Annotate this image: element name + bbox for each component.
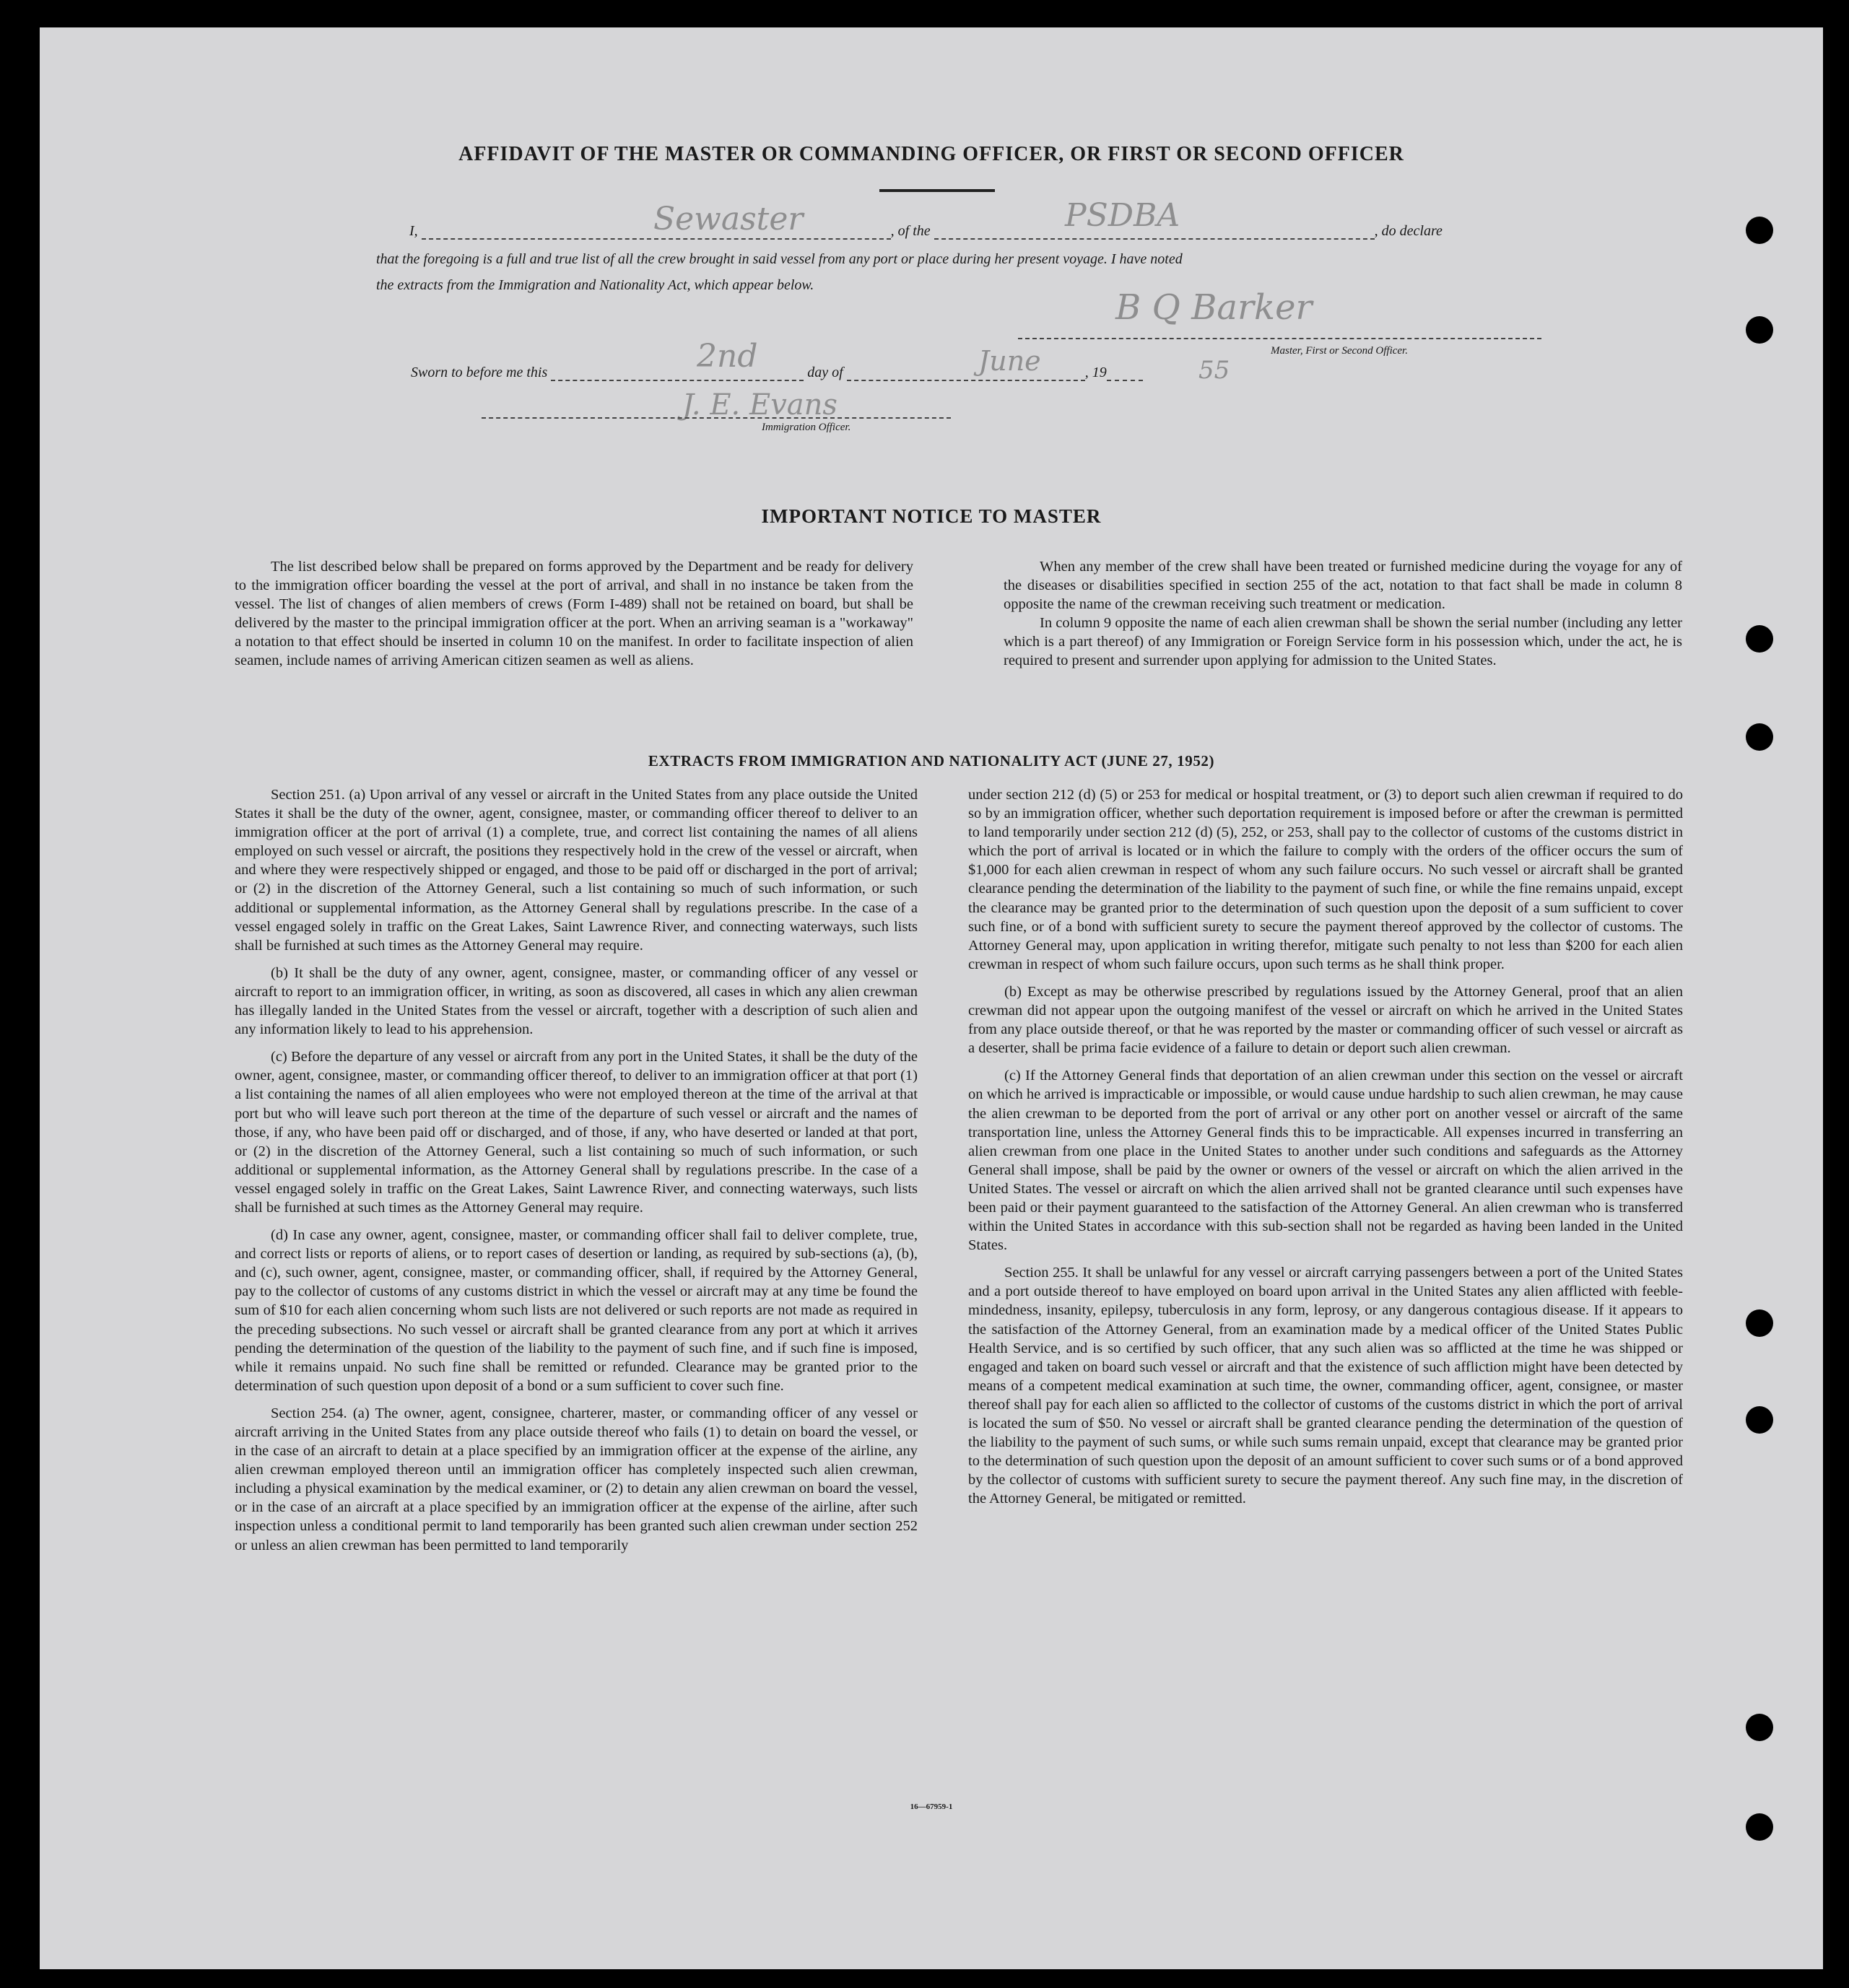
punch-hole bbox=[1746, 217, 1773, 244]
notice-right-column bbox=[1004, 557, 1682, 670]
declaration-line bbox=[409, 222, 1443, 240]
section-251-d: (d) In case any owner, agent, consignee, master, or commanding officer shall fail to deliver complete, true, and correct lists or reports of aliens, or to report cases of desertion or landing, as required by sub-sections (a), (b), and (c), such owner, agent, consignee, master, or commanding officer, shall, if required by the Attorney General, pay to the collector of customs of any customs district in which the vessel or aircraft may at any time be found the sum of $10 for each alien concerning whom such lists are not delivered or such reports are not made as required in the preceding subsections. No such vessel or aircraft shall be granted clearance from any port at which it arrives pending the determination of the question of the liability to the payment of such fine, and if such fine is imposed, while it remains unpaid. No such fine shall be remitted or refunded. Clearance may be granted prior to the determination of such question upon deposit of a bond or a sum sufficient to cover such fine. bbox=[235, 1227, 918, 1394]
title-divider bbox=[879, 189, 995, 192]
officer-signature-line bbox=[482, 417, 951, 419]
handwritten-vessel: PSDBA bbox=[1065, 197, 1180, 234]
punch-hole bbox=[1746, 723, 1773, 751]
extracts-right-column bbox=[968, 785, 1683, 1517]
punch-hole bbox=[1746, 1714, 1773, 1741]
form-number: 16—67959-1 bbox=[910, 1802, 953, 1811]
punch-hole bbox=[1746, 1813, 1773, 1841]
declaration-i-label: I, bbox=[409, 223, 418, 239]
section-254-a: Section 254. (a) The owner, agent, consignee, charterer, master, or commanding officer of any vessel or aircraft arriving in the United States from any place outside thereof who fails (1) to detain on board the vessel, or in the case of an aircraft to detain at a place specified by an immigration officer at the expense of the airline, any alien crewman employed thereon until an immigration officer has completely inspected such alien crewman, including a physical examination by the medical examiner, or (2) to detain any alien crewman on board the vessel, or in the case of an aircraft at a place specified by an immigration officer at the expense of the airline, after such inspection unless a conditional permit to land temporarily has been granted such alien crewman under section 252 or unless an alien crewman has been permitted to land temporarily bbox=[235, 1405, 918, 1553]
handwritten-month: June bbox=[978, 345, 1041, 377]
notice-title: IMPORTANT NOTICE TO MASTER bbox=[761, 505, 1102, 527]
section-254-a-continued: under section 212 (d) (5) or 253 for medical or hospital treatment, or (3) to deport such alien crewman if required to do so by an immigration officer, whether such deportation requirement is imposed before or after the crewman is permitted to land temporarily under section 212 (d) (5), 252, or 253, shall pay to the collector of customs of the customs district in which the port of arrival is located or in which the failure to comply with the orders of the officer occurs the sum of $1,000 for each alien crewman in respect of whom any such failure occurs. No such vessel or aircraft shall be granted clearance pending the determination of the liability to the payment of such fine, or while the fine remains unpaid, except the clearance may be granted prior to the determination of such question upon the deposit of a sum sufficient to cover such fine, or of a bond with sufficient surety to secure the payment thereof approved by the collector of customs. The Attorney General may, upon application in writing therefor, mitigate such penalty to not less than $200 for each alien crewman in respect of whom such failure occurs, upon such terms as he shall think proper. bbox=[968, 787, 1683, 972]
handwritten-year: 55 bbox=[1198, 356, 1230, 385]
notice-left-column bbox=[235, 557, 913, 670]
section-254-c: (c) If the Attorney General finds that deportation of an alien crewman under this section on the vessel or aircraft on which he arrived is impracticable or impossible, or would cause undue hardship to such alien crewman, he may cause the alien crewman to be deported from the port of arrival or any other port on another vessel or aircraft of the same transportation line, unless the Attorney General finds this to be impracticable. All expenses incurred in transferring an alien crewman from one place in the United States to another under such conditions and safeguards as the Attorney General shall impose, shall be paid by the owner or owners of the vessel or aircraft on which the alien arrived in the United States. The vessel or aircraft on which the alien arrived shall not be granted clearance until such expenses have been paid or their payment guaranteed to the satisfaction of the Attorney General. An alien crewman who is transferred within the United States in accordance with this sub-section shall not be regarded as having been landed in the United States. bbox=[968, 1068, 1683, 1254]
section-251-c: (c) Before the departure of any vessel or aircraft from any port in the United States, it shall be the duty of the owner, agent, consignee, master, or commanding officer thereof, to deliver to an immigration officer at that port (1) a list containing the names of all alien employees who were not employed thereon at the time of the arrival at that port but who will leave such port thereon at the time of the departure of such vessel or aircraft and the names of those, if any, who have been paid off or discharged, and of those, if any, who have deserted or landed at that port, or (2) in the discretion of the Attorney General, such a list containing so much of such information, or such additional or supplemental information, as the Attorney General shall by regulations prescribe. In the case of a vessel engaged solely in traffic on the Great Lakes, Saint Lawrence River, and connecting waterways, such lists shall be furnished at such times as the Attorney General may require. bbox=[235, 1049, 918, 1216]
handwritten-name: Sewaster bbox=[653, 201, 804, 237]
handwritten-day: 2nd bbox=[697, 338, 758, 375]
officer-caption: Immigration Officer. bbox=[762, 422, 851, 433]
day-field[interactable] bbox=[551, 364, 804, 381]
extracts-left-column bbox=[235, 785, 918, 1564]
section-255: Section 255. It shall be unlawful for any vessel or aircraft carrying passengers between a port of the United States and a port outside thereof to have employed on board upon arrival in the United States any alien afflicted with feeble-mindedness, insanity, epilepsy, tuberculosis in any form, leprosy, or any dangerous contagious disease. If it appears to the satisfaction of the Attorney General, from an examination made by a medical officer of the United States Public Health Service, and is so certified by such officer, that any such alien was so afflicted at the time he was shipped or engaged and taken on board such vessel or aircraft and that the existence of such affliction might have been detected by means of a competent medical examination at such time, the owner, commanding officer, agent, consignee, or master thereof shall pay for each alien so afflicted to the collector of customs of the customs district in which the port of arrival is located the sum of $50. No vessel or aircraft shall be granted clearance pending the determination of the question of the liability to the payment of such sums, or while such sums remain unpaid, except that clearance may be granted prior to the determination of such question upon the deposit of an amount sufficient to cover such sums or of a bond approved by the collector of customs with sufficient surety to secure the payment thereof. Any such fine may, in the discretion of the Attorney General, be mitigated or remitted. bbox=[968, 1265, 1683, 1507]
extracts-title: EXTRACTS FROM IMMIGRATION AND NATIONALITY ACT (JUNE 27, 1952) bbox=[648, 752, 1215, 770]
of-the-label: , of the bbox=[890, 223, 931, 239]
punch-hole bbox=[1746, 316, 1773, 344]
year-field[interactable] bbox=[1107, 364, 1143, 381]
notice-left-paragraph: The list described below shall be prepared on forms approved by the Department and be ready for delivery to the immigration officer boarding the vessel at the port of arrival, and shall in no instance be taken from the vessel. The list of changes of alien members of crews (Form I-489) shall not be retained on board, but shall be delivered by the master to the principal immigration officer at the port. When an arriving seaman is a "workaway" a notation to that effect should be inserted in column 10 on the manifest. In order to facilitate inspection of alien seamen, include names of arriving American citizen seamen as well as aliens. bbox=[235, 559, 913, 668]
year-prefix-label: , 19 bbox=[1084, 365, 1107, 380]
notice-right-paragraph-1: When any member of the crew shall have been treated or furnished medicine during the voyage for any of the diseases or disabilities specified in section 255 of the act, notation to that fact shall be made in column 8 opposite the name of the crewman receiving such treatment or medication. bbox=[1004, 559, 1682, 612]
sworn-label: Sworn to before me this bbox=[411, 365, 548, 380]
master-signature-line bbox=[1018, 338, 1541, 339]
do-declare-label: , do declare bbox=[1374, 223, 1443, 239]
master-signature: B Q Barker bbox=[1115, 287, 1313, 328]
master-caption: Master, First or Second Officer. bbox=[1271, 345, 1408, 357]
day-of-label: day of bbox=[807, 365, 843, 380]
affidavit-title: AFFIDAVIT OF THE MASTER OR COMMANDING OFFICER, OR FIRST OR SECOND OFFICER bbox=[458, 143, 1404, 165]
section-251-a: Section 251. (a) Upon arrival of any vessel or aircraft in the United States from any place outside the United States it shall be the duty of the owner, agent, consignee, master, or commanding officer thereof to deliver to an immigration officer at the port of arrival (1) a complete, true, and correct list containing the names of all aliens employed on such vessel or aircraft, the positions they respectively hold in the crew of the vessel or aircraft, when and where they were respectively shipped or engaged, and those to be paid off or discharged in the port of arrival; or (2) in the discretion of the Attorney General, such a list containing so much of such information, or such additional or supplemental information, as the Attorney General shall by regulations prescribe. In the case of a vessel engaged solely in traffic on the Great Lakes, Saint Lawrence River, and connecting waterways, such lists shall be furnished at such times as the Attorney General may require. bbox=[235, 787, 918, 954]
punch-hole bbox=[1746, 1406, 1773, 1434]
officer-signature: J. E. Evans bbox=[682, 388, 838, 422]
declaration-text-line3: the extracts from the Immigration and Nationality Act, which appear below. bbox=[376, 277, 814, 293]
document-page bbox=[40, 27, 1823, 1969]
section-254-b: (b) Except as may be otherwise prescribed by regulations issued by the Attorney General, proof that an alien crewman did not appear upon the outgoing manifest of the vessel or aircraft on which he arrived in the United States from any place outside thereof, or that he was reported by the master or commanding officer of such vessel or aircraft as a deserter, shall be prima facie evidence of a failure to detain or deport such alien crewman. bbox=[968, 983, 1683, 1057]
punch-hole bbox=[1746, 1309, 1773, 1337]
section-251-b: (b) It shall be the duty of any owner, agent, consignee, master, or commanding officer of any vessel or aircraft to report to an immigration officer, in writing, as soon as discovered, all cases in which any alien crewman has illegally landed in the United States from the vessel or aircraft, together with a description of such alien and any information likely to lead to his apprehension. bbox=[235, 964, 918, 1038]
declaration-text-line2: that the foregoing is a full and true list of all the crew brought in said vessel from any port or place during her present voyage. I have noted bbox=[376, 251, 1183, 267]
punch-hole bbox=[1746, 625, 1773, 653]
notice-right-paragraph-2: In column 9 opposite the name of each alien crewman shall be shown the serial number (including any letter which is a part thereof) of any Immigration or Foreign Service form in his possession which, under the act, he is required to present and surrender upon applying for admission to the United States. bbox=[1004, 615, 1682, 668]
month-field[interactable] bbox=[847, 364, 1085, 381]
